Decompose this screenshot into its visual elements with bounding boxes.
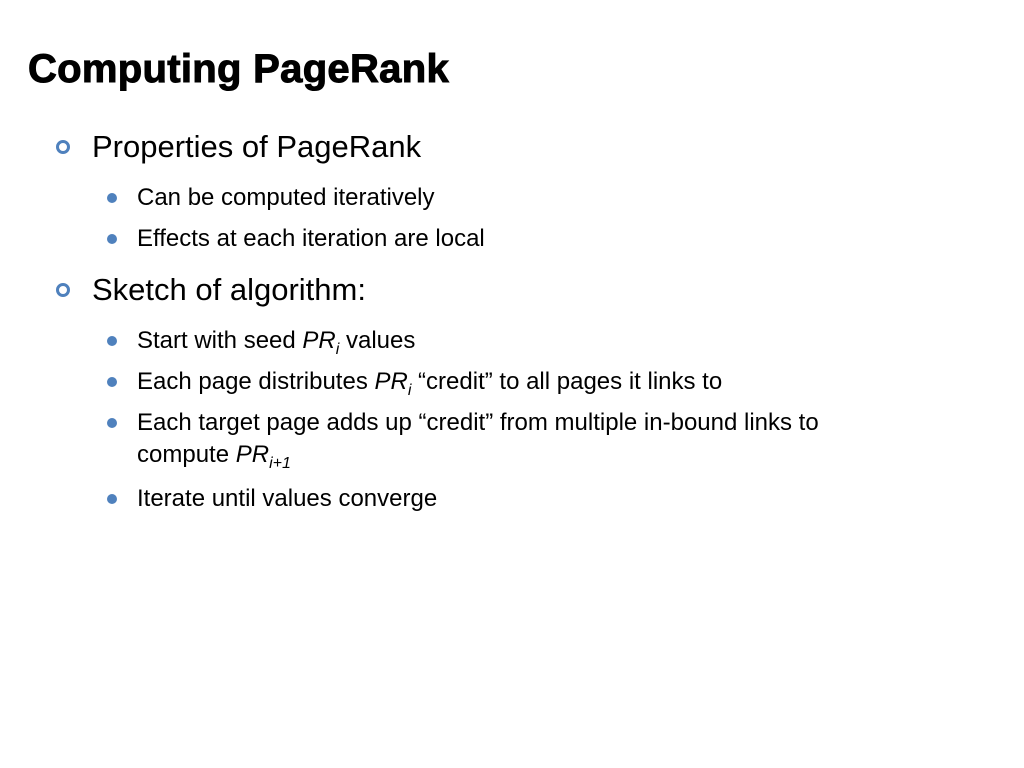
list-item: Iterate until values converge [137,485,438,512]
pr-variable: PR [374,368,408,395]
pr-subscript: i+1 [269,455,291,472]
slide-title: Computing PageRank [28,47,449,91]
filled-circle-bullet-icon [107,418,117,428]
list-item [137,326,415,359]
section-heading-sketch: Sketch of algorithm: [92,272,366,307]
list-item [137,367,722,400]
filled-circle-bullet-icon [107,193,117,203]
list-item-text: “credit” to all pages it links to [411,368,723,395]
list-item-text: values [339,327,416,354]
section-heading-properties: Properties of PageRank [92,129,422,164]
list-item: Effects at each iteration are local [137,225,485,252]
filled-circle-bullet-icon [107,494,117,504]
list-item-text: Each target page adds up “credit” from multiple in-bound links to [137,409,819,436]
hollow-circle-bullet-icon [56,283,70,297]
pr-subscript: i [407,382,412,399]
filled-circle-bullet-icon [107,336,117,346]
pr-subscript: i [335,341,340,358]
list-item-text: compute [137,441,236,468]
filled-circle-bullet-icon [107,234,117,244]
list-item-continuation [137,440,291,473]
list-item: Can be computed iteratively [137,184,435,211]
pr-variable: PR [302,327,336,354]
filled-circle-bullet-icon [107,377,117,387]
list-item [137,408,819,438]
hollow-circle-bullet-icon [56,140,70,154]
list-item-text: Start with seed [137,327,303,354]
pr-variable: PR [235,441,270,468]
list-item-text: Each page distributes [137,368,375,395]
